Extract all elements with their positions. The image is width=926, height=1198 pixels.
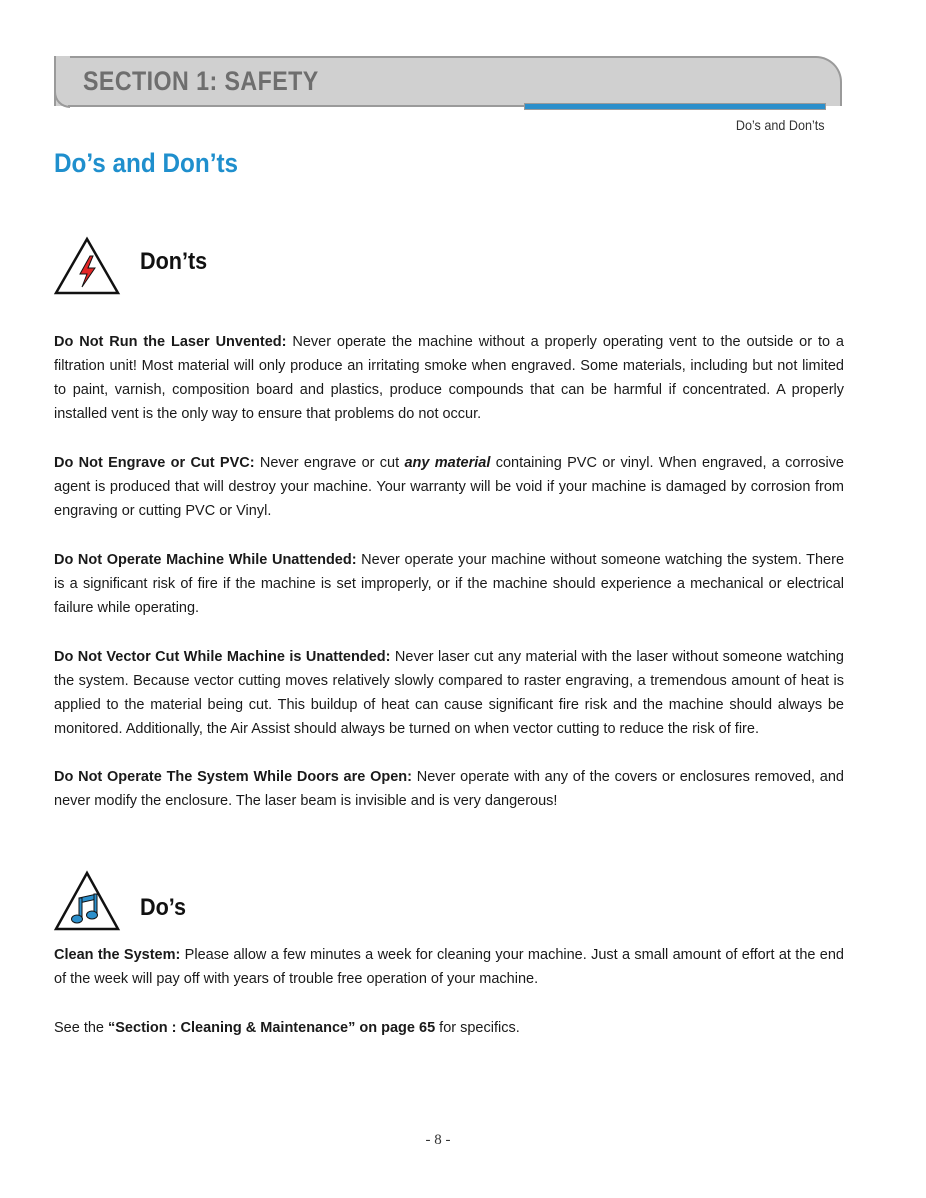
electrical-hazard-triangle-icon [53,236,121,296]
section-title: SECTION 1: SAFETY [83,66,319,96]
dont-pvc-emphasis: any material [404,455,491,471]
dont-unattended [54,548,844,620]
section-header-divider [68,105,526,107]
do-clean-system [54,943,844,991]
donts-heading: Don’ts [140,248,208,275]
dont-pvc-text-before: Never engrave or cut [254,455,405,471]
dont-unattended-text: Never operate your machine without someone watching the system. There is a significant risk of fire if the machine is set improperly, or if the machine should experience a mechanical or electrical failure while operating. [54,552,845,616]
dont-unattended-label: Do Not Operate Machine While Unattended: [54,552,357,568]
music-note-triangle-icon [53,870,121,932]
dont-vector-cut-text: Never laser cut any material with the laser without someone watching the system. Because vector cutting moves relatively slowly compared to raster engraving, a tremendous amount of heat is applied to the material being cut. This buildup of heat can cause significant fire risk and the machine should always be monitored. Additionally, the Air Assist should always be turned on when vector cutting to reduce the risk of fire. [54,649,844,737]
dont-pvc-text-after: containing PVC or vinyl. When engraved, a corrosive agent is produced that will destroy your machine. Your warranty will be void if your machine is damaged by corrosion from engraving or cutting PVC or Vinyl. [54,455,844,519]
section-accent-bar [524,103,826,110]
see-also [54,1016,844,1040]
section-header-tab-corner [54,56,70,108]
do-clean-system-text: Please allow a few minutes a week for cleaning your machine. Just a small amount of effort at the end of the week will pay off with years of trouble free operation of your machine. [54,947,844,987]
dont-vector-cut [54,645,844,741]
see-also-prefix: See the [54,1020,109,1036]
do-clean-system-label: Clean the System: [54,947,181,963]
dont-unvented-text: Never operate the machine without a properly operating vent to the outside or to a filtration unit! Most material will only produce an irritating smoke when engraved. Some materials, including but not limited to paint, varnish, composition board and plastics, produce compounds that can be harmful if concentrated. A properly installed vent is the only way to ensure that problems do not occur. [54,334,844,422]
dont-doors-open [54,765,844,813]
dont-pvc-label: Do Not Engrave or Cut PVC: [54,455,255,471]
dos-heading: Do’s [140,894,187,921]
see-also-reference-link[interactable]: “Section : Cleaning & Maintenance” on page 65 [108,1020,436,1036]
dont-pvc [54,451,844,523]
dont-doors-open-label: Do Not Operate The System While Doors are Open: [54,769,412,785]
page-title: Do’s and Don’ts [54,148,239,178]
running-head: Do’s and Don’ts [736,117,825,133]
page-number: - 8 - [425,1132,451,1148]
dont-unvented [54,330,844,426]
dont-doors-open-text: Never operate with any of the covers or enclosures removed, and never modify the enclosure. The laser beam is invisible and is very dangerous! [54,769,844,809]
see-also-suffix: for specifics. [435,1020,520,1036]
dont-unvented-label: Do Not Run the Laser Unvented: [54,334,287,350]
dont-vector-cut-label: Do Not Vector Cut While Machine is Unattended: [54,649,391,665]
